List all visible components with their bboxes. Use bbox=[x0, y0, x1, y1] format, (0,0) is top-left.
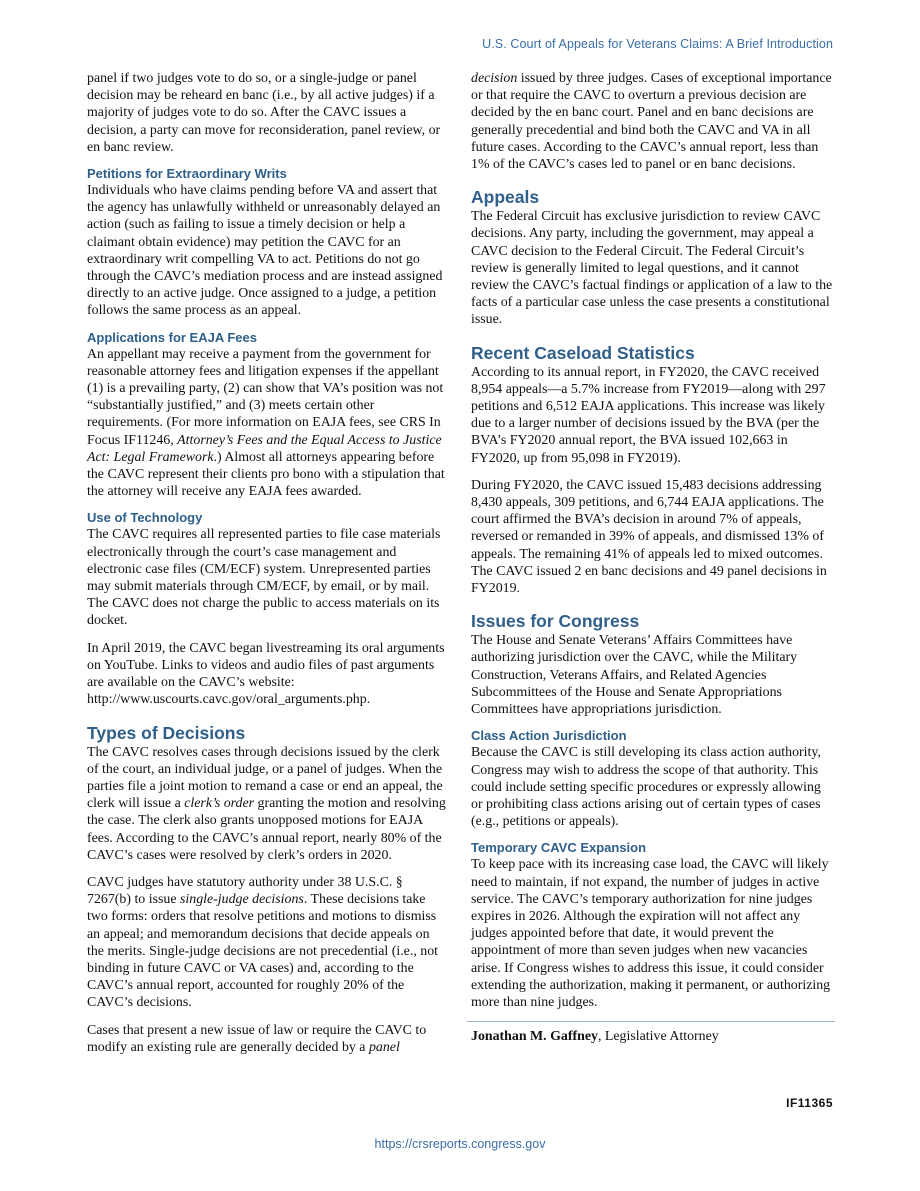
paragraph-congress: The House and Senate Veterans’ Affairs Committees have authorizing jurisdiction over the CAVC, while the Military Construction, Veterans Affairs, and Related Agencies Subcommittees of the House and Senate Appropriations Committees have appropriations jurisdiction. bbox=[471, 633, 798, 718]
heading-temporary-expansion: Temporary CAVC Expansion bbox=[471, 840, 647, 856]
heading-extraordinary-writs: Petitions for Extraordinary Writs bbox=[87, 166, 287, 182]
report-title: Attorney’s Fees and the Equal Access to Justice Act: Legal Framework bbox=[87, 432, 442, 465]
heading-issues-for-congress: Issues for Congress bbox=[471, 611, 640, 632]
author-title: , Legislative Attorney bbox=[597, 1029, 719, 1045]
paragraph-panel-decisions: Cases that present a new issue of law or require the CAVC to modify an existing rule are generally decided by a panel bbox=[87, 1022, 427, 1055]
author-divider bbox=[467, 1021, 835, 1022]
paragraph-appeals: The Federal Circuit has exclusive jurisdiction to review CAVC decisions. Any party, including the government, may appeal a CAVC decision to the Federal Circuit. The Federal Circuit’s review is generally limited to legal questions, and it cannot review the CAVC’s factual findings or application of a law to the facts of a particular case unless the case presents a constitutional issue. bbox=[471, 209, 833, 328]
footer-url[interactable]: https://crsreports.congress.gov bbox=[374, 1137, 546, 1151]
heading-use-of-technology: Use of Technology bbox=[87, 510, 203, 526]
paragraph-panel-rehearing: panel if two judges vote to do so, or a single-judge or panel decision may be reheard en banc (i.e., by all active judges) if a majority of judges vote to do so. After the CAVC issues a decision, a party can move for reconsideration, panel review, or en banc review. bbox=[87, 71, 441, 155]
left-column bbox=[87, 70, 447, 1066]
paragraph-clerk-orders: The CAVC resolves cases through decisions issued by the clerk of the court, an individual judge, or a panel of judges. When the parties file a joint motion to remand a case or end an appeal, the clerk will issue a clerk’s order granting the motion and resolving the case. The clerk also grants unopposed motions for EAJA fees. According to the CAVC’s annual report, nearly 80% of the CAVC’s cases were resolved by clerk’s orders in 2020. bbox=[87, 744, 446, 863]
paragraph-eaja: An appellant may receive a payment from the government for reasonable attorney fees and litigation expenses if the appellant (1) is a prevailing party, (2) can show that VA’s position was not “substantially justified,” and (3) meets certain other requirements. (For more information on EAJA fees, see CRS In Focus IF11246, Attorney’s Fees and the Equal Access to Justice Act: Legal Framework.) Almost all attorneys appearing before the CAVC represent their clients pro bono with a stipulation that the attorney will receive any EAJA fees awarded. bbox=[87, 346, 445, 500]
paragraph-stats-received: According to its annual report, in FY2020, the CAVC received 8,954 appeals—a 5.7% increase from FY2019—along with 297 petitions and 6,512 EAJA applications. This increase was likely due to a larger number of decisions issued by the BVA (per the BVA’s FY2020 annual report, the BVA issued 102,663 in FY2020, up from 95,098 in FY2019). bbox=[471, 364, 826, 466]
paragraph-stats-issued: During FY2020, the CAVC issued 15,483 decisions addressing 8,430 appeals, 309 petitions, and 6,744 EAJA applications. The court affirmed the BVA’s decision in around 7% of appeals, reversed or remanded in 39% of appeals, and dismissed 13% of appeals. The remaining 41% of appeals led to mixed outcomes. The CAVC issued 2 en banc decisions and 49 panel decisions in FY2019. bbox=[471, 477, 827, 597]
right-column bbox=[471, 70, 835, 1045]
paragraph-livestream: In April 2019, the CAVC began livestreaming its oral arguments on YouTube. Links to videos and audio files of past arguments are available on the CAVC’s website: http://www.uscourts.cavc.gov/oral_arguments.php. bbox=[87, 640, 445, 708]
paragraph-class-action: Because the CAVC is still developing its class action authority, Congress may wish to address the scope of that authority. This could include setting specific procedures or expressly allowing or prohibiting class actions arising out of certain types of cases (e.g., petitions or appeals). bbox=[471, 745, 821, 830]
paragraph-single-judge: CAVC judges have statutory authority under 38 U.S.C. § 7267(b) to issue single-judge decisions. These decisions take two forms: orders that resolve petitions and motions to dismiss an appeal; and memorandum decisions that decide appeals on the merits. Single-judge decisions are not precedential (i.e., not binding in future CAVC or VA cases) and, according to the CAVC’s annual report, accounted for roughly 20% of the CAVC’s decisions. bbox=[87, 874, 439, 1011]
paragraph-writs: Individuals who have claims pending before VA and assert that the agency has unlawfully withheld or unreasonably delayed an action (such as failing to issue a timely decision or help a claimant obtain evidence) may petition the CAVC for an extraordinary writ compelling VA to act. Petitions do not go through the CAVC’s mediation process and are instead assigned directly to an active judge. Once assigned to a judge, a petition follows the same process as an appeal. bbox=[87, 183, 443, 319]
heading-caseload-statistics: Recent Caseload Statistics bbox=[471, 342, 695, 363]
heading-class-action: Class Action Jurisdiction bbox=[471, 728, 627, 744]
document-id: IF11365 bbox=[786, 1096, 833, 1110]
author-name: Jonathan M. Gaffney bbox=[471, 1029, 598, 1045]
heading-appeals: Appeals bbox=[471, 187, 540, 208]
running-header: U.S. Court of Appeals for Veterans Claims: A Brief Introduction bbox=[482, 37, 833, 51]
heading-eaja-fees: Applications for EAJA Fees bbox=[87, 329, 257, 345]
paragraph-panel-continued: decision issued by three judges. Cases of exceptional importance or that require the CAVC to overturn a previous decision are decided by the en banc court. Panel and en banc decisions are generally precedential and bind both the CAVC and VA in all future cases. According to the CAVC’s annual report, less than 1% of the CAVC’s cases led to panel or en banc decisions. bbox=[471, 71, 832, 173]
paragraph-temporary-expansion: To keep pace with its increasing case load, the CAVC will likely need to maintain, if not expand, the number of judges in active service. The CAVC’s temporary authorization for nine judges expires in 2026. Although the expiration will not affect any judges appointed before that date, it would prevent the appointment of more than seven judges when new vacancies arise. If Congress wishes to address this issue, it could consider extending the authorization, making it permanent, or authorizing more than nine judges. bbox=[471, 857, 831, 1010]
paragraph-technology: The CAVC requires all represented parties to file case materials electronically through the court’s case management and electronic case files (CM/ECF) system. Unrepresented parties may submit materials through CM/ECF, by email, or by mail. The CAVC does not charge the public to access materials on its docket. bbox=[87, 527, 441, 629]
heading-types-of-decisions: Types of Decisions bbox=[87, 722, 246, 743]
author-line bbox=[471, 1028, 835, 1045]
